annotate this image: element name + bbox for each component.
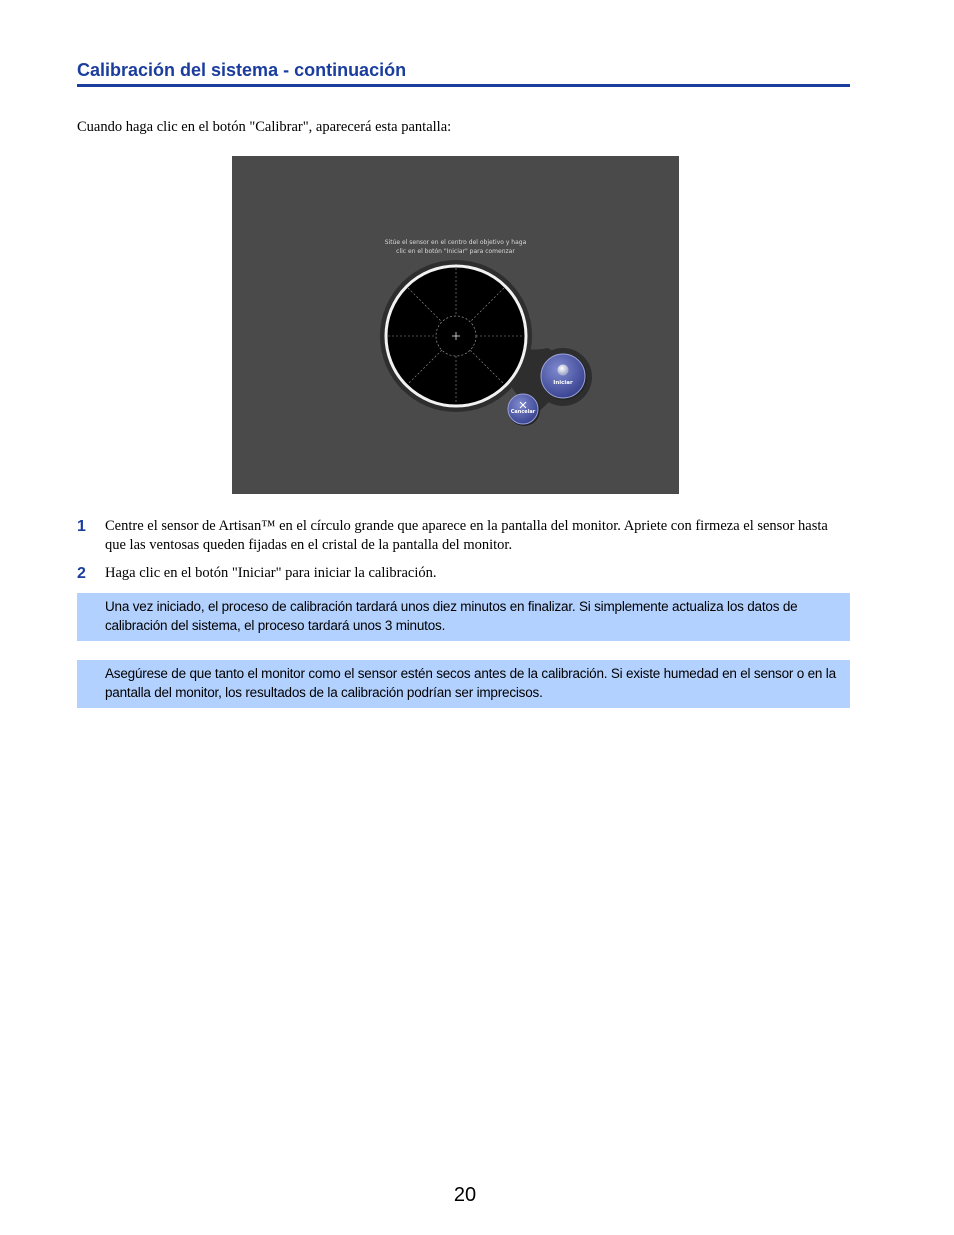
start-button[interactable]: [541, 354, 587, 400]
instruction-line-2: clic en el botón "Iniciar" para comenzar: [396, 248, 515, 255]
step-text: Haga clic en el botón "Iniciar" para iniciar la calibración.: [105, 565, 437, 581]
note-box-duration: [77, 593, 850, 641]
calibration-target-graphic: [232, 156, 679, 494]
step-number: 2: [77, 565, 86, 582]
step-text: Centre el sensor de Artisan™ en el círculo grande que aparece en la pantalla del monitor. Apriete con firmeza el sensor hasta que las ventosas queden fijadas en el cristal de la pantalla del monitor.: [105, 518, 828, 553]
section-title: Calibración del sistema - continuación: [77, 60, 407, 80]
note-text: Una vez iniciado, el proceso de calibración tardará unos diez minutos en finalizar. Si simplemente actualiza los datos de calibración del sistema, el proceso tardará unos 3 minutos.: [105, 599, 798, 633]
step-1: [77, 517, 850, 557]
step-2: [77, 564, 850, 584]
start-button-label[interactable]: Iniciar: [553, 380, 573, 386]
calibration-screen-image: [232, 156, 679, 494]
calibration-instruction: [302, 238, 609, 256]
step-number: 1: [77, 518, 86, 535]
instruction-line-1: Sitúe el sensor en el centro del objetivo y haga: [384, 239, 527, 246]
intro-paragraph: Cuando haga clic en el botón "Calibrar", aparecerá esta pantalla:: [77, 119, 452, 135]
note-box-dryness: [77, 660, 850, 708]
start-lens-icon: [558, 365, 569, 376]
cancel-button-label[interactable]: Cancelar: [510, 409, 536, 415]
page-number: 20: [453, 1184, 477, 1206]
note-text: Asegúrese de que tanto el monitor como el sensor estén secos antes de la calibración. Si existe humedad en el sensor o en la pantalla del monitor, los resultados de la calibración podrían ser imprecisos.: [105, 666, 836, 700]
title-rule: [77, 84, 850, 87]
